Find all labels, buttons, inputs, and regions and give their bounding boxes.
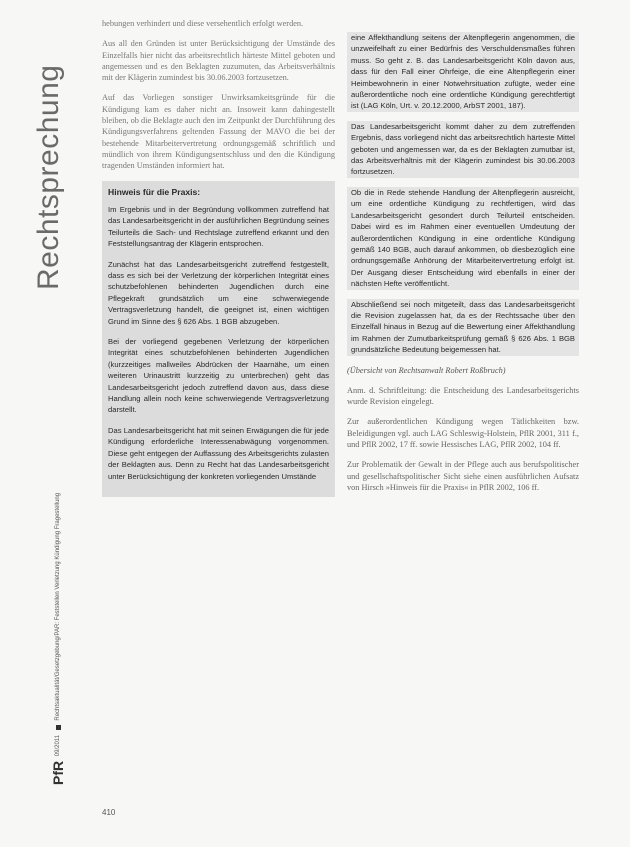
- hint-continuation-paragraph: Ob die in Rede stehende Handlung der Altenpflegerin ausreicht, um eine ordentliche Kündigung zu rechtfertigen, wird das Landesarbeitsgericht gesondert durch Teilurteil entscheiden. Dabei wird es im Rahmen einer eventuellen Umdeutung der außerordentlichen Kündigung in eine ordentliche Kündigung gemäß 140 BGB, auch darauf ankommen, ob diesbezüglich eine ordnungsgemäße Anhörung der Mitarbeitervertretung erfolgt ist. Der Ausgang dieser Entscheidung wird ebenfalls in einer der nächsten Hefte veröffentlicht.: [347, 187, 579, 290]
- journal-strip-text: Rechtsaktualität/Gesetzgebung/PAR: Feststellen Verletzung Kündigung Fragestellung: [55, 492, 61, 721]
- editor-note: Anm. d. Schriftleitung: die Entscheidung des Landesarbeitsgerichts wurde Revision eingelegt.: [347, 385, 579, 407]
- reference-note: Zur außerordentlichen Kündigung wegen Tätlichkeiten bzw. Beleidigungen vgl. auch LAG Schleswig-Holstein, PflR 2001, 311 f., und PflR 2002, 17 ff. sowie Hessisches LAG, PflR 2002, 104 ff.: [347, 417, 579, 450]
- hint-paragraph: Das Landesarbeitsgericht hat mit seinen Erwägungen die für jede Kündigung erforderliche Interessenabwägung vorgenommen. Diese geht entgegen der Auffassung des Arbeitsgerichts zulasten der Beklagten aus. Denn zu Recht hat das Landesarbeitsgericht unter Berücksichtigung der konkreten vorliegenden Umstände: [108, 425, 329, 481]
- hint-continuation-paragraph: Das Landesarbeitsgericht kommt daher zu dem zutreffenden Ergebnis, dass vorliegend nicht das arbeitsrechtlich härteste Mittel geboten und angemessen war, da es der Beklagten zumutbar ist, das Arbeitsverhältnis mit der Klägerin zumindest bis 30.06.2003 fortzusetzen.: [347, 121, 579, 178]
- hint-continuation-paragraph: eine Affekthandlung seitens der Altenpflegerin angenommen, die unzweifelhaft zu einer Bedürfnis des Verschuldensmaßes führen muss. So geht z. B. das Landesarbeitsgericht Köln davon aus, dass für den Fall einer Ohrfeige, die eine Altenpflegerin einer Heimbewohnerin in einer Notwehrsituation zufügte, weder eine außerordentliche noch eine ordentliche Kündigung gerechtfertigt ist (LAG Köln, Urt. v. 20.12.2000, ArbST 2001, 187).: [347, 32, 579, 112]
- hint-paragraph: Im Ergebnis und in der Begründung vollkommen zutreffend hat das Landesarbeitsgericht in der ausführlichen Begründung seines Teilurteils die Sach- und Rechtslage zutreffend erkannt und den Feststellungsantrag der Klägerin entsprochen.: [108, 204, 329, 249]
- hint-paragraph: Zunächst hat das Landesarbeitsgericht zutreffend festgestellt, dass es sich bei der Verletzung der körperlichen Integrität eines schutzbefohlenen behinderten Jugendlichen durch eine Pflegekraft grundsätzlich um eine schwerwiegende Vertragsverletzung handelt, die geeignet ist, einen wichtigen Grund im Sinne des § 626 Abs. 1 BGB abzugeben.: [108, 259, 329, 326]
- author-credit: (Übersicht von Rechtsanwalt Robert Roßbruch): [347, 365, 506, 375]
- hint-paragraph: Bei der vorliegend gegebenen Verletzung der körperlichen Integrität eines schutzbefohlenen behinderten Jugendlichen (kurzzeitiges mallweiles Abdrücken der Haarnähe, um einen weiteren Urinaustritt kurzzeitig zu unterbrechen) geht das Landesarbeitsgericht jedoch zutreffend davon aus, dass diese Handlung allein noch keine schwerwiegende Vertragsverletzung darstellt.: [108, 337, 329, 415]
- section-title: Rechtsprechung: [32, 64, 65, 290]
- reference-note: Zur Problematik der Gewalt in der Pflege auch aus berufspolitischer und gesellschaftspolitischer Sicht siehe einen ausführlichen Aufsatz von Hirsch »Hinweis für die Praxis« in PflR 2002, 106 ff.: [347, 460, 579, 492]
- hint-title: Hinweis für die Praxis:: [108, 186, 201, 197]
- square-bullet-icon: [56, 725, 61, 730]
- practice-hint-box: [102, 181, 335, 497]
- right-column: [347, 32, 579, 502]
- journal-logo: PfR: [50, 760, 66, 785]
- left-column: [102, 18, 335, 497]
- paragraph: Auf das Vorliegen sonstiger Unwirksamkeitsgründe für die Kündigung kam es daher nicht an. Insoweit kann dahingestellt bleiben, ob die Beklagte auch den im Zeitpunkt der Durchführung des Kündigungsverfahrens geltenden Fassung der MAVO die bei der bestehende Mitarbeitervertretung ordnungsgemäß schriftlich und mündlich von ihrem Kündigungsentschluss und den die Kündigung tragenden Umständen informiert hat.: [102, 93, 335, 171]
- hint-continuation-paragraph: Abschließend sei noch mitgeteilt, dass das Landesarbeitsgericht die Revision zugelassen hat, da es der Rechtssache über den Einzelfall hinaus in Bezug auf die Bewertung einer Affekthandlung im Rahmen der Zumutbarkeitsprüfung gemäß § 626 Abs. 1 BGB grundsätzliche Bedeutung beigemessen hat.: [347, 299, 579, 356]
- paragraph: Aus all den Gründen ist unter Berücksichtigung der Umstände des Einzelfalls hier nicht das arbeitsrechtlich härteste Mittel geboten und angemessen und es den Beklagten zuzumuten, das Arbeitsverhältnis mit der Klägerin zumindest bis 30.06.2003 fortzusetzen.: [102, 39, 335, 83]
- paragraph: hebungen verhindert und diese versehentlich erfolgt werden.: [102, 19, 304, 28]
- journal-footer-strip: [50, 493, 66, 785]
- page-number: 410: [102, 808, 116, 817]
- journal-issue: 09/2011: [55, 734, 61, 757]
